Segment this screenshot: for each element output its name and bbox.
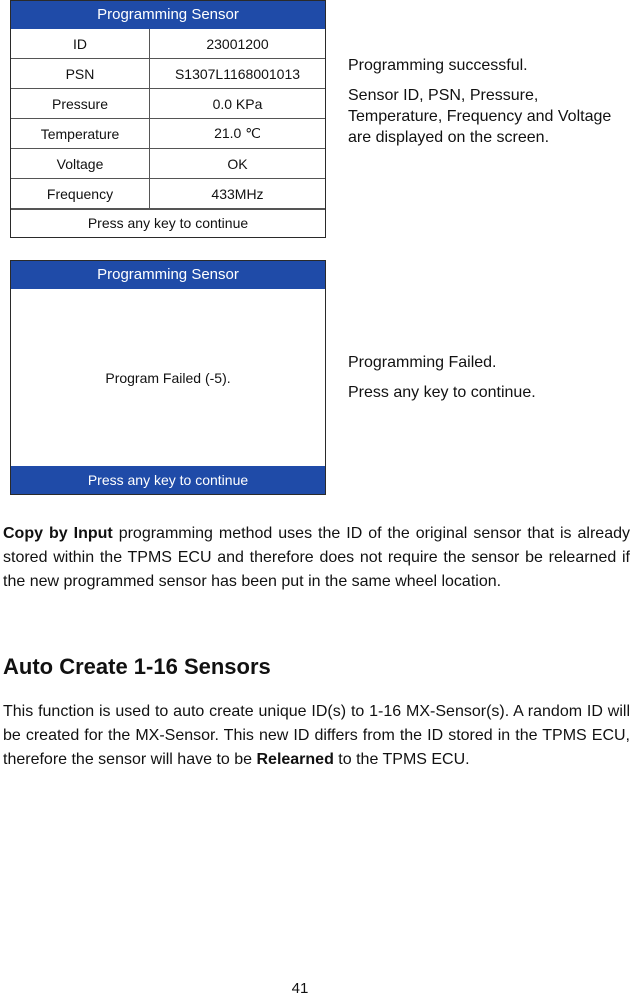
row-value: 21.0 ℃ [150, 119, 326, 149]
failed-description [348, 352, 618, 412]
row-value: 0.0 KPa [150, 89, 326, 119]
table-row [11, 119, 325, 149]
row-label: ID [11, 29, 150, 59]
copy-by-input-paragraph [3, 522, 630, 594]
row-label: PSN [11, 59, 150, 89]
row-label: Frequency [11, 179, 150, 209]
row-value: S1307L1168001013 [150, 59, 326, 89]
success-screen [10, 0, 326, 238]
page-number: 41 [291, 980, 309, 997]
success-line: Programming successful. [348, 57, 528, 74]
row-value: 23001200 [150, 29, 326, 59]
table-row [11, 29, 325, 59]
success-detail: Sensor ID, PSN, Pressure, Temperature, Frequency and Voltage are displayed on the screen. [348, 87, 612, 146]
row-label: Voltage [11, 149, 150, 179]
table-row [11, 149, 325, 179]
row-value: OK [150, 149, 326, 179]
table-row [11, 89, 325, 119]
copy-by-input-term: Copy by Input [3, 525, 113, 542]
success-screen-footer: Press any key to continue [11, 209, 325, 237]
relearned-term: Relearned [256, 751, 334, 768]
failed-screen-footer: Press any key to continue [11, 466, 325, 494]
row-label: Temperature [11, 119, 150, 149]
auto-create-text-end: to the TPMS ECU. [333, 751, 470, 768]
success-description [348, 55, 618, 157]
copy-by-input-text: programming method uses the ID of the original sensor that is already stored within the TPMS ECU and therefore does not require the sensor be relearned if the new programmed sensor has been put in the same wheel location. [3, 525, 631, 590]
failed-line: Programming Failed. [348, 354, 497, 371]
auto-create-paragraph [3, 700, 630, 772]
failed-message: Program Failed (-5). [105, 369, 231, 386]
table-row [11, 179, 325, 209]
failed-detail: Press any key to continue. [348, 384, 536, 401]
row-value: 433MHz [150, 179, 326, 209]
table-row [11, 59, 325, 89]
row-label: Pressure [11, 89, 150, 119]
success-screen-title: Programming Sensor [11, 1, 325, 29]
failed-screen-title: Programming Sensor [11, 261, 325, 289]
sensor-info-table [11, 29, 325, 209]
section-heading: Auto Create 1-16 Sensors [3, 654, 271, 679]
auto-create-text: This function is used to auto create unique ID(s) to 1-16 MX-Sensor(s). A random ID will be created for the MX-Sensor. This new ID differs from the ID stored in the TPMS ECU, therefore the sensor will have to be [3, 703, 630, 768]
failed-screen [10, 260, 326, 495]
